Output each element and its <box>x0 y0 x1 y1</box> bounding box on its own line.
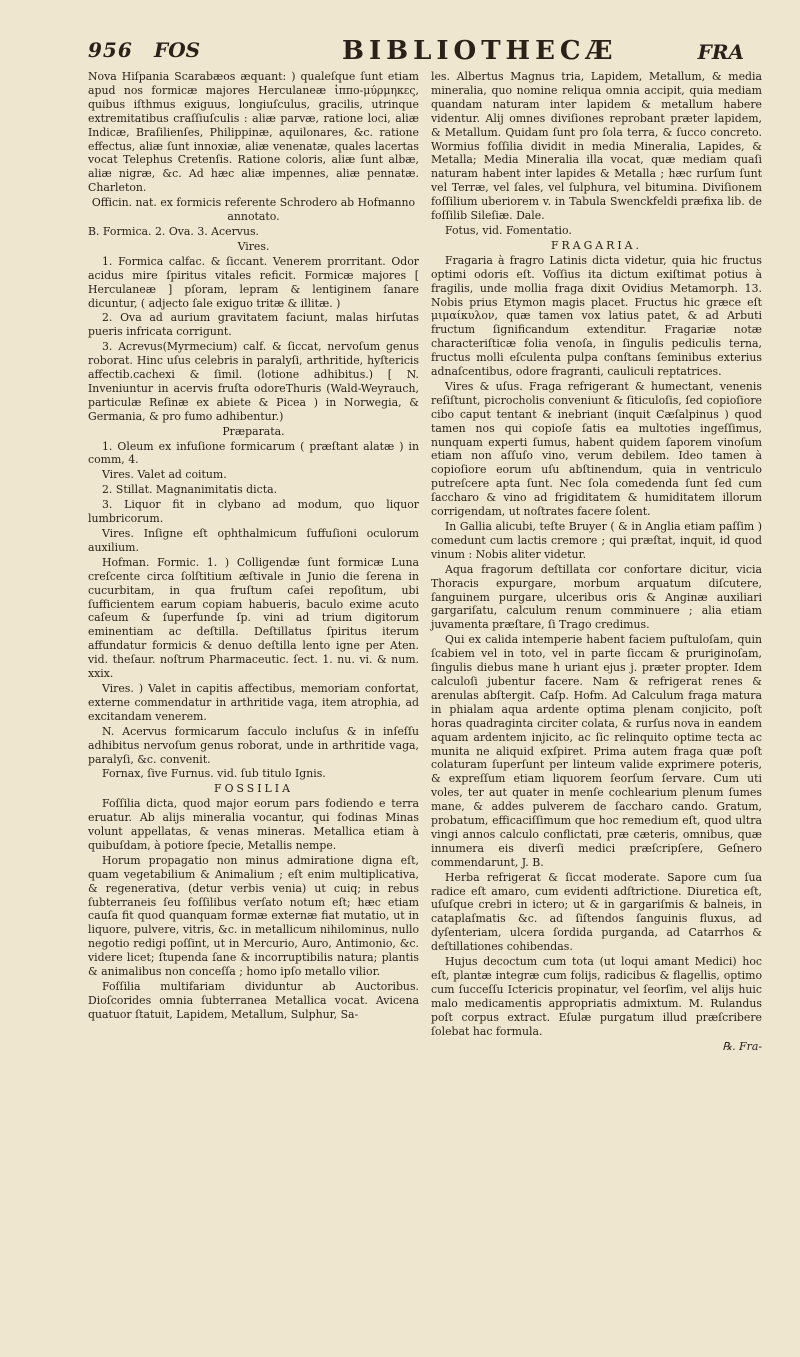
paragraph: Horum propagatio non minus admiratione digna eſt, quam vegetabilium & Animalium ; eſt enim multiplicativa, & regenerativa, (detur verbis venia) ut cuiq; in rebus ſubterraneis ſeu foſſilibus verſato notum eſt; hæc etiam cauſa fit quod quanquam formæ externæ fiat mutatio, ut in liquore, pulvere, vitris, &c. in metallicum nihilominus, nullo negotio redigi poſſint, ut in Mercurio, Auro, Antimonio, &c. videre licet; ſtupenda ſane & incorruptibilis natura; plantis & animalibus non conceſſa ; homo ipſo metallo vilior. <box>88 853 419 979</box>
paragraph: 3. Liquor fit in clybano ad modum, quo liquor lumbricorum. <box>88 498 419 526</box>
paragraph: Nova Hiſpania Scarabæos æquant: ) qualeſque ſunt etiam apud nos formicæ majores Herculaneæ ἱππο-μύρμηκες, quibus iſthmus exiguus, longiuſculus, gracilis, utrinque extremitatibus craſſiuſculis : aliæ parvæ, ratione loci, aliæ Indicæ, Braſilienſes, Philippinæ, aquilonares, &c. ratione effectus, aliæ ſunt innoxiæ, aliæ venenatæ, quales lacertas vocat Telephus Cretenſis. Ratione coloris, aliæ ſunt albæ, aliæ nigræ, &c. Ad hæc aliæ impennes, aliæ pennatæ. Charleton. <box>88 70 419 195</box>
paragraph: Vires. ) Valet in capitis affectibus, memoriam confortat, externe commendatur in arthritide vaga, item atrophia, ad excitandam venerem. <box>88 681 419 723</box>
paragraph: Fotus, vid. Fomentatio. <box>445 223 572 237</box>
paragraph: Qui ex calida intemperie habent faciem puſtuloſam, quin ſcabiem vel in toto, vel in parte ſiccam & pruriginoſam, ſingulis diebus mane h uriant ejus j. præter propter. Idem calculoſi jubentur facere. Nam & refrigerat renes & arenulas abſtergit. Caſp. Hofm. Ad Calculum fraga matura in phialam aqua ardente optima plenam conjicito, poſt horas quadraginta circiter colata, & rurſus nova in eandem aquam ardentem injicito, ac ſic relinquito optime tecta ac munita ne aliquid exſpiret. Prima autem fraga quæ poſt colaturam ſuperſunt per linteum valide exprimere poteris, & expreſſum etiam liquorem ſeorſum ſervare. Cum uti voles, ter aut quater in menſe cochlearium plenum ſumes mane, & addes pulverem de ſaccharo cando. Gratum, probatum, efficaciſſimum que hoc remedium eſt, quod ultra vingi annos calculo conflictati, præ cæteris, omnibus, quæ innumera eis diverſi medici præſcripſere, Geſnero commendarunt, J. B. <box>431 633 762 869</box>
paragraph: Vires. Inſigne eſt ophthalmicum ſuffuſioni oculorum auxilium. <box>88 527 419 554</box>
paragraph: FOSSILIA <box>214 782 293 796</box>
page-header <box>88 36 762 70</box>
paragraph: Officin. nat. ex formicis referente Schrodero ab Hofmanno annotato. <box>91 196 416 224</box>
left-column <box>88 70 419 1054</box>
paragraph: 1. Formica calfac. & ſiccant. Venerem prorritant. Odor acidus mire ſpiritus vitales reficit. Formicæ majores [ Herculaneæ ] pſoram, lepram & lentiginem ſanare dicuntur, ( adjecto ſale exiguo tritæ & illitæ. ) <box>88 254 419 310</box>
paragraph: 2. Stillat. Magnanimitatis dicta. <box>102 483 278 497</box>
running-head-right: FRA <box>697 40 744 64</box>
paragraph: Foſſilia multifariam dividuntur ab Auctoribus. Dioſcorides omnia ſubterranea Metallica vocat. Avicena quatuor ſtatuit, Lapidem, Metallum, Sulphur, Sa- <box>88 980 419 1021</box>
paragraph: Præparata. <box>222 424 285 438</box>
paragraph: Vires & uſus. Fraga refrigerant & humectant, venenis reſiſtunt, picrocholis conveniunt & ſiticuloſis, ſed copioſiore cibo caput tentant & inebriant (inquit Cæſalpinus ) quod tamen nos qui copioſe ſatis ea multoties ingeſſimus, nunquam experti ſumus, habent quidem ſaporem vinoſum etiam non aſſuſo vino, verum debilem. Ideo tamen à copioſiore eorum uſu abſtinendum, quia in ventriculo putreſcere apta ſunt. Nec ſola comedenda ſunt ſed cum ſaccharo & vino ad frigiditatem & humiditatem illorum corrigendam, ut noſtrates facere ſolent. <box>431 379 762 519</box>
running-head-left: FOS <box>154 38 201 62</box>
paragraph: Vires. Valet ad coitum. <box>102 468 227 482</box>
paragraph: 1. Oleum ex infuſione formicarum ( præſtant alatæ ) in comm, 4. <box>88 439 419 467</box>
paragraph: Fragaria à fragro Latinis dicta videtur, quia hic fructus optimi odoris eſt. Voſſius ita dictum exiſtimat potius à fragilis, unde mollia fraga dixit Ovidius Metamorph. 13. Nobis prius Etymon magis placet. Fructus hic græce eſt μιμαίκυλον, quæ tamen vox latius patet, & ad Arbuti fructum ſignificandum extenditur. Fragariæ notæ characteriſticæ folia venoſa, in ſingulis pediculis terna, fructus molli eſculenta pulpa conſtans ſeminibus exterius adnaſcentibus, odore fragranti, cauliculi reptatrices. <box>431 253 762 379</box>
paragraph: In Gallia alicubi, teſte Bruyer ( & in Anglia etiam paſſim ) comedunt cum lactis cremore ; qui præſtat, inquit, id quod vinum : Nobis aliter videtur. <box>431 520 762 561</box>
catchword: ℞. Fra- <box>722 1039 762 1053</box>
paragraph: N. Acervus formicarum ſacculo incluſus & in inſeſſu adhibitus nervoſum genus roborat, unde in arthritide vaga, paralyſi, &c. convenit. <box>88 724 419 766</box>
page-number: 956 <box>88 38 133 62</box>
paragraph: 3. Acrevus(Myrmecium) calf. & ſiccat, nervoſum genus roborat. Hinc uſus celebris in paralyſi, arthritide, hyſtericis affectib.cachexi & ſimil. (lotione adhibitus.) [ N. Inveniuntur in acervis fruſta odoreThuris (Wald-Weyrauch, particulæ Reſinæ ex abiete & Picea ) in Norwegia, & Germania, & pro fumo adhibentur.) <box>88 340 419 423</box>
paragraph: FRAGARIA. <box>550 238 642 252</box>
paragraph: B. Formica. 2. Ova. 3. Acervus. <box>88 224 260 238</box>
paragraph: Hujus decoctum cum tota (ut loqui amant Medici) hoc eſt, plantæ integræ cum folijs, radicibus & flagellis, optimo cum ſucceſſu Ictericis propinatur, vel ſeorſim, vel alijs huic malo medicamentis appropriatis admixtum. M. Rulandus poſt corpus extract. Eſulæ purgatum illud præſcribere ſolebat hac formula. <box>431 955 762 1038</box>
paragraph: Herba refrigerat & ſiccat moderate. Sapore cum ſua radice eſt amaro, cum evidenti adſtrictione. Diuretica eſt, uſuſque crebri in ictero; ut & in gargariſmis & balneis, in cataplaſmatis &c. ad ſiſtendos ſanguinis fluxus, ad dyſenteriam, ulcera ſordida purganda, ad Catarrhos & deſtillationes cohibendas. <box>431 870 762 954</box>
text-columns <box>88 70 762 1054</box>
running-title: BIBLIOTHECÆ <box>342 36 618 66</box>
right-column <box>431 70 762 1054</box>
paragraph: Vires. <box>237 239 270 253</box>
paragraph: Hofman. Formic. 1. ) Colligendæ ſunt formicæ Luna creſcente circa ſolſtitium æſtivale in Junio die ſerena in cucurbitam, in qua fruſtum caſei repoſitum, ubi ſufficientem earum copiam habueris, baculo exime acuto caſeum & ſuperfunde ſp. vini ad trium digitorum eminentiam ac deſtilla. Deſtillatus ſpiritus iterum affundatur formicis & denuo deſtilla lento igne per Aten. vid. theſaur. noſtrum Pharmaceutic. ſect. 1. nu. vi. & num. xxix. <box>88 555 419 681</box>
paragraph: Aqua fragorum deſtillata cor confortare dicitur, vicia Thoracis expurgare, morbum arquatum diſcutere, ſanguinem purgare, ulceribus oris & Anginæ auxiliari gargariſatu, calculum renum comminuere ; alia etiam juvamenta præſtare, ſi Trago credimus. <box>431 562 762 632</box>
paragraph: Fornax, ſive Furnus. vid. ſub titulo Ignis. <box>102 767 326 781</box>
paragraph: Foſſilia dicta, quod major eorum pars fodiendo e terra eruatur. Ab alijs mineralia vocantur, qui fodinas Minas volunt appellatas, & venas mineras. Metallica etiam à quibuſdam, à potiore ſpecie, Metallis nempe. <box>88 797 419 852</box>
paragraph: les. Albertus Magnus tria, Lapidem, Metallum, & media mineralia, quo nomine reliqua omnia accipit, quia mediam quandam naturam inter lapidem & metallum habere videntur. Alij omnes diviſiones reprobant præter lapidem, & Metallum. Quidam ſunt pro ſola terra, & ſucco concreto. Wormius foſſilia dividit in media Mineralia, Lapides, & Metalla; Media Mineralia illa vocat, quæ mediam quaſi naturam habent inter lapides & Metalla ; hæc rurſum ſunt vel Terræ, vel ſales, vel ſulphura, vel bitumina. Diviſionem foſſilium uberiorem v. in Tabula Swenckfeldi præfixa lib. de foſſilib Sileſiæ. Dale. <box>431 70 762 223</box>
paragraph: 2. Ova ad aurium gravitatem faciunt, malas hirſutas pueris infricata corrigunt. <box>88 311 419 339</box>
